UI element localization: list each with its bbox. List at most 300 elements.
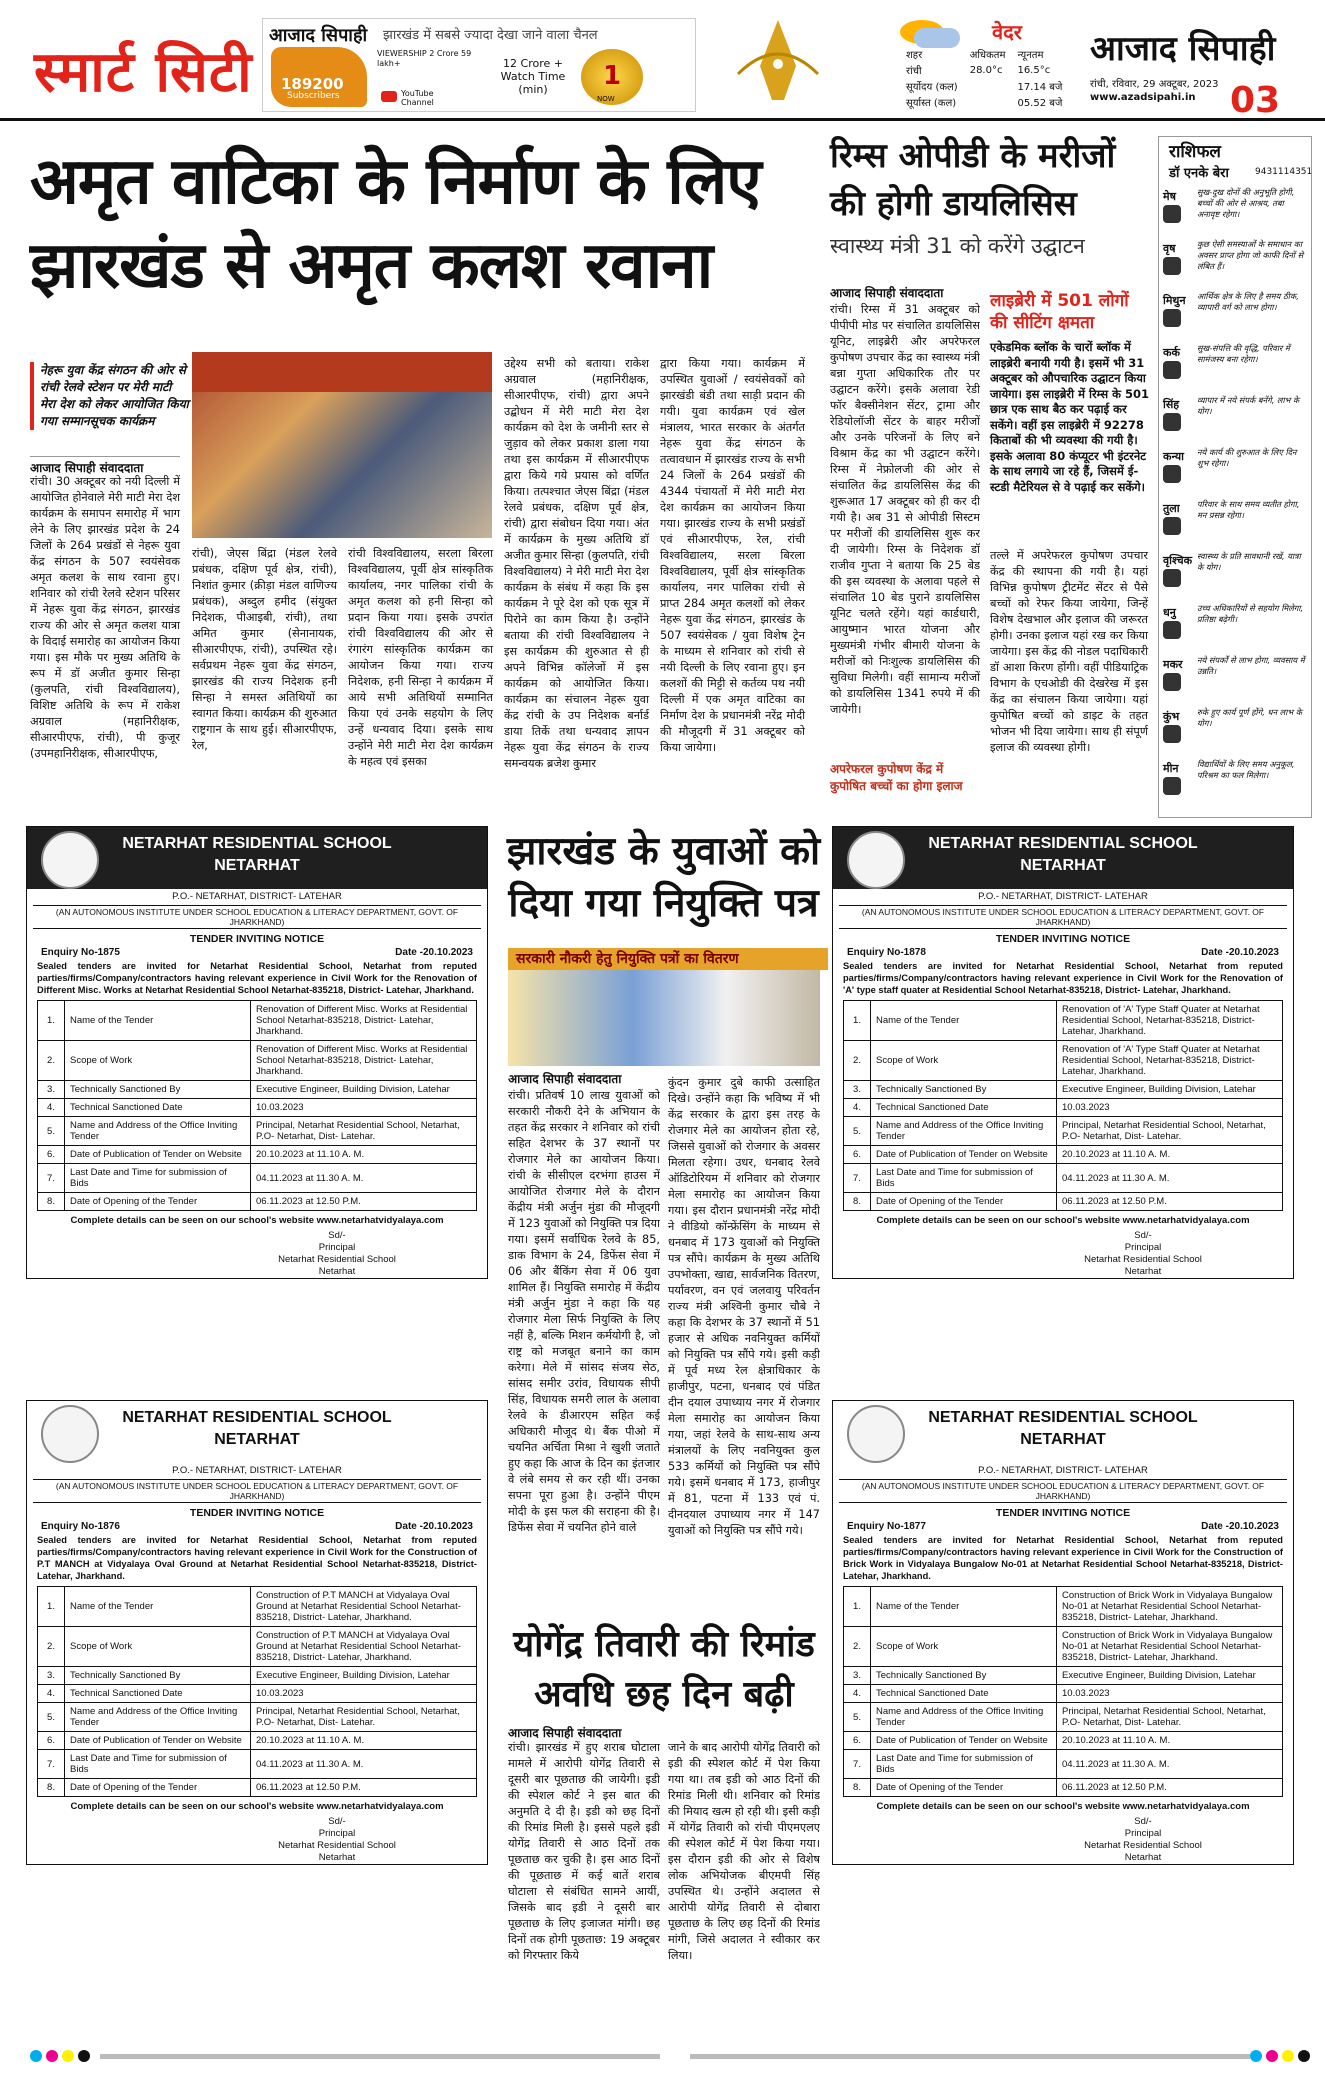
zodiac-icon: [1163, 569, 1181, 587]
row-label: Last Date and Time for submission of Bids: [871, 1164, 1057, 1193]
rims-story-head: [830, 132, 1148, 260]
row-label: Technical Sanctioned Date: [65, 1099, 251, 1117]
lead-photo: [192, 352, 492, 538]
row-number: 4.: [844, 1099, 871, 1117]
row-label: Scope of Work: [871, 1627, 1057, 1667]
tender-row: [38, 1732, 477, 1750]
tender-table: [37, 1000, 477, 1211]
notice-autonomous: (AN AUTONOMOUS INSTITUTE UNDER SCHOOL EDUCATION & LITERACY DEPARTMENT, GOVT. OF JHARKHAND): [839, 905, 1287, 929]
row-label: Date of Publication of Tender on Website: [871, 1146, 1057, 1164]
row-label: Technically Sanctioned By: [65, 1667, 251, 1685]
rims-subheading: अपरेफरल कुपोषण केंद्र में कुपोषित बच्चों का होगा इलाज: [830, 762, 963, 793]
row-number: 3.: [844, 1667, 871, 1685]
notice-title: TENDER INVITING NOTICE: [189, 933, 325, 945]
row-number: 6.: [38, 1732, 65, 1750]
row-value: 20.10.2023 at 11.10 A. M.: [1057, 1146, 1283, 1164]
rashi-item: [1163, 187, 1309, 235]
weather-max: 28.0°c: [969, 64, 1003, 76]
rashi-text: नये संपर्कों से लाभ होगा, व्यवसाय में उन्नति।: [1197, 655, 1305, 676]
pen-nib-logo-icon: [718, 14, 838, 110]
notice-autonomous: (AN AUTONOMOUS INSTITUTE UNDER SCHOOL EDUCATION & LITERACY DEPARTMENT, GOVT. OF JHARKHAND): [33, 905, 481, 929]
tender-row: [844, 1779, 1283, 1797]
number-one-badge-icon: 1: [581, 49, 643, 105]
tender-row: [38, 1099, 477, 1117]
website-link[interactable]: www.azadsipahi.in: [1090, 92, 1196, 103]
row-value: 04.11.2023 at 11.30 A. M.: [1057, 1164, 1283, 1193]
tender-row: [844, 1099, 1283, 1117]
row-number: 7.: [38, 1164, 65, 1193]
tender-table: [843, 1000, 1283, 1211]
weather-title: वेदर: [992, 20, 1022, 44]
zodiac-icon: [1163, 517, 1181, 535]
notice-signature: [187, 1230, 487, 1278]
sig-line: Netarhat Residential School: [1084, 1840, 1202, 1851]
rashi-text: कुछ ऐसी समस्याओं के समाधान का अवसर प्राप्त होगा जो काफी दिनों से लंबित हैं।: [1197, 239, 1304, 271]
tender-row: [844, 1587, 1283, 1627]
row-value: 04.11.2023 at 11.30 A. M.: [1057, 1750, 1283, 1779]
row-value: Principal, Netarhat Residential School, Netarhat, P.O- Netarhat, Dist- Latehar.: [251, 1117, 477, 1146]
tender-notice: [832, 1400, 1294, 1865]
tender-notice: [26, 826, 488, 1279]
weather-header: अधिकतम: [969, 50, 1006, 61]
row-label: Last Date and Time for submission of Bids: [871, 1750, 1057, 1779]
sig-line: Netarhat: [1124, 1852, 1162, 1863]
channel-promo: [262, 18, 696, 112]
lead-byline: आजाद सिपाही संवाददाता: [30, 456, 180, 476]
sig-line: Principal: [1124, 1242, 1162, 1253]
tender-row: [38, 1779, 477, 1797]
zodiac-icon: [1163, 725, 1181, 743]
tender-row: [38, 1685, 477, 1703]
row-label: Technically Sanctioned By: [65, 1081, 251, 1099]
rashi-name: तुला: [1163, 502, 1180, 515]
tender-row: [844, 1703, 1283, 1732]
notice-title: TENDER INVITING NOTICE: [995, 1507, 1131, 1519]
tender-row: [38, 1703, 477, 1732]
tender-table: [37, 1586, 477, 1797]
school-name: NETARHAT RESIDENTIAL SCHOOL: [928, 835, 1198, 852]
rims-subhead: स्वास्थ्य मंत्री 31 को करेंगे उद्घाटन: [830, 234, 1085, 258]
notice-header: [27, 827, 487, 889]
zodiac-icon: [1163, 413, 1181, 431]
weather-box: [900, 18, 1085, 114]
row-value: Construction of P.T MANCH at Vidyalaya Oval Ground at Netarhat Residential School Netarhat-835218, District- Latehar, Jharkhand.: [251, 1627, 477, 1667]
notice-address: P.O.- NETARHAT, DISTRICT- LATEHAR: [978, 891, 1148, 902]
row-number: 2.: [38, 1627, 65, 1667]
lead-headline: अमृत वाटिका के निर्माण के लिए झारखंड से अमृत कलश रवाना: [30, 145, 761, 303]
yellow-dot-icon: [62, 2050, 74, 2062]
tender-row: [844, 1627, 1283, 1667]
row-value: Construction of P.T MANCH at Vidyalaya Oval Ground at Netarhat Residential School Netarhat-835218, District- Latehar, Jharkhand.: [251, 1587, 477, 1627]
row-number: 6.: [38, 1146, 65, 1164]
row-value: Executive Engineer, Building Division, Latehar: [1057, 1081, 1283, 1099]
tender-row: [844, 1117, 1283, 1146]
row-value: Executive Engineer, Building Division, Latehar: [1057, 1667, 1283, 1685]
dateline: रांची, रविवार, 29 अक्टूबर, 2023: [1090, 79, 1219, 90]
magenta-dot-icon: [1266, 2050, 1278, 2062]
row-number: 4.: [38, 1099, 65, 1117]
footer-color-bar: [0, 2038, 1325, 2078]
notice-date: Date -20.10.2023: [1201, 1521, 1279, 1532]
tender-row: [38, 1750, 477, 1779]
rashi-name: मेष: [1163, 190, 1176, 203]
rashi-name: धनु: [1163, 606, 1176, 619]
row-value: 06.11.2023 at 12.50 P.M.: [1057, 1779, 1283, 1797]
newspaper-name: आजाद सिपाही: [1090, 29, 1276, 69]
rashi-item: [1163, 759, 1309, 807]
watch-time: 12 Crore + Watch Time (min): [500, 57, 566, 96]
row-number: 1.: [38, 1001, 65, 1041]
rashifal-box: [1158, 136, 1312, 818]
rashifal-title: राशिफल: [1169, 142, 1221, 162]
subscriber-label: Subscribers: [287, 91, 340, 101]
lead-teaser: नेहरू युवा केंद्र संगठन की ओर से रांची रेलवे स्टेशन पर मेरी माटी मेरा देश को लेकर आयोजित किया गया सम्मानसूचक कार्यक्रम: [30, 362, 190, 430]
row-label: Last Date and Time for submission of Bids: [65, 1164, 251, 1193]
weather-city: रांची: [906, 66, 922, 77]
row-label: Date of Publication of Tender on Website: [65, 1146, 251, 1164]
yogendra-byline: आजाद सिपाही संवाददाता: [508, 1726, 622, 1740]
rashi-item: [1163, 499, 1309, 547]
notice-signature: [993, 1816, 1293, 1864]
school-place: NETARHAT: [214, 1431, 300, 1448]
row-number: 6.: [844, 1732, 871, 1750]
row-number: 5.: [38, 1117, 65, 1146]
row-label: Technical Sanctioned Date: [65, 1685, 251, 1703]
row-label: Scope of Work: [65, 1041, 251, 1081]
youtube-icon: [381, 91, 397, 102]
enquiry-number: Enquiry No-1875: [41, 947, 120, 958]
row-label: Date of Opening of the Tender: [65, 1193, 251, 1211]
rashi-item: [1163, 447, 1309, 495]
sig-line: Netarhat Residential School: [278, 1840, 396, 1851]
rashi-name: कर्क: [1163, 346, 1180, 359]
sig-line: Principal: [318, 1242, 356, 1253]
row-value: 04.11.2023 at 11.30 A. M.: [251, 1750, 477, 1779]
row-value: Renovation of 'A' Type Staff Quater at Netarhat Residential School, Netarhat-835218, District- Latehar, Jharkhand.: [1057, 1041, 1283, 1081]
row-number: 8.: [38, 1779, 65, 1797]
row-value: 06.11.2023 at 12.50 P.M.: [1057, 1193, 1283, 1211]
row-label: Technical Sanctioned Date: [871, 1685, 1057, 1703]
astrologer-phone: 9431114351: [1255, 167, 1313, 177]
library-box-text: एकेडमिक ब्लॉक के चारों ब्लॉक में लाइब्रेरी बनायी गयी है। इसमें भी 31 अक्टूबर को औपचारिक उद्घाटन किया जायेगा। इस लाइब्रेरी में रिम्स के 501 छात्र एक साथ बैठ कर पढ़ाई कर सकेंगे। वहीं इस लाइब्रेरी में 92278 किताबों की भी व्यवस्था की गयी है। इसके अलावा 80 कंप्यूटर भी इंटरनेट के साथ लगाये जा रहे हैं, जिसमें ई-स्टडी मैटेरियल से वे पढ़ाई कर सकेंगे।: [990, 340, 1150, 494]
tender-row: [38, 1146, 477, 1164]
rashi-text: आर्थिक क्षेत्र के लिए है समय ठीक, व्यापारी वर्ग को लाभ होगा।: [1197, 291, 1299, 312]
rashi-item: [1163, 707, 1309, 755]
sig-line: Netarhat Residential School: [1084, 1254, 1202, 1265]
sig-line: Principal: [318, 1828, 356, 1839]
yuva-column: कुंदन कुमार दुबे काफी उत्साहित दिखे। उन्होंने कहा कि भविष्य में भी केंद्र सरकार के द्वारा इस तरह के रोजगार मेले का आयोजन होता रहे, जिससे युवाओं को रोजगार के अवसर मिलता रहेगा। उधर, धनबाद रेलवे ऑडिटोरियम में शनिवार को रोजगार मेला समारोह का आयोजन किया गया। इस दौरान प्रधानमंत्री नरेंद्र मोदी ने वीडियो कॉन्फ्रेंसिंग के माध्यम से धनबाद में 173 युवाओं को नियुक्ति पत्र सौंपे। कार्यक्रम के मुख्य अतिथि उपभोक्ता, खाद्य, सार्वजनिक वितरण, पर्यावरण, वन एवं जलवायु परिवर्तन राज्य मंत्री अश्विनी कुमार चौबे ने कहा कि देशभर के 37 स्थानों में 51 हजार से अधिक नवनियुक्त कर्मियों को नियुक्ति पत्र सौंपे गये। इसी कड़ी में पूर्व मध्य रेल क्षेत्राधिकार के हाजीपुर, पटना, धनबाद एवं पंडित दीन दयाल उपाध्याय नगर में रोजगार मेला समारोह का आयोजन किया गया, जहां रेलवे के साथ-साथ अन्य मंत्रालयों के लिए नवनियुक्त कुल 533 कर्मियों को नियुक्ति पत्र सौंपे गये। इसमें धनबाद में 173, हाजीपुर में 81, पटना में 133 एवं पं. दीनदयाल उपाध्याय नगर में 147 युवाओं को नियुक्ति पत्र सौंपे गये।: [668, 1076, 820, 1537]
yogendra-column: जाने के बाद आरोपी योगेंद्र तिवारी को इडी की स्पेशल कोर्ट में पेश किया गया था। तब इडी को आठ दिनों की रिमांड मिली थी। शनिवार को रिमांड की मियाद खत्म हो रही थी। इसी कड़ी में योगेंद्र तिवारी को रांची पीएमएलए की स्पेशल कोर्ट में पेश किया गया। इस दौरान इडी की ओर से विशेष लोक अभियोजक बीएमपी सिंह उपस्थित थे। उन्होंने अदालत से आरोपी योगेंद्र तिवारी से दोबारा पूछताछ के लिए छह दिनों की रिमांड मांगी, जिसे अदालत ने स्वीकार कर लिया।: [668, 1741, 820, 1962]
weather-header: न्यूनतम: [1017, 50, 1044, 61]
zodiac-icon: [1163, 309, 1181, 327]
rashi-text: परिवार के साथ समय व्यतीत होगा, मन प्रसन्न रहेगा।: [1197, 499, 1300, 520]
row-number: 2.: [38, 1041, 65, 1081]
row-value: Principal, Netarhat Residential School, Netarhat, P.O- Netarhat, Dist- Latehar.: [1057, 1117, 1283, 1146]
row-value: 06.11.2023 at 12.50 P.M.: [251, 1193, 477, 1211]
tender-notice: [832, 826, 1294, 1279]
row-value: 20.10.2023 at 11.10 A. M.: [1057, 1732, 1283, 1750]
row-number: 1.: [844, 1587, 871, 1627]
tender-row: [844, 1193, 1283, 1211]
notice-date: Date -20.10.2023: [395, 1521, 473, 1532]
rashi-name: वृश्चिक: [1163, 554, 1193, 567]
row-number: 7.: [38, 1750, 65, 1779]
tender-row: [844, 1164, 1283, 1193]
rims-column: तल्ले में अपरेफरल कुपोषण उपचार केंद्र की स्थापना की गयी है। यहां विभिन्न कुपोषण ट्रीटमेंट सेंटर से पैसे बच्चों को रेफर किया जायेगा, जिन्हें विशेष देखभाल और इलाज की जरूरत होगी। उनका इलाज यहां रख कर किया जायेगा। इस केंद्र की नोडल पदाधिकारी डॉ आशा किरण होंगी। वहीं पीडियाट्रिक विभाग के एचओडी की देखरेख में इस केंद्र का संचालन किया जायेगा। यहां कुपोषित बच्चों को डाइट के तहत भोजन भी दिया जायेगा। साथ ही संपूर्ण इलाज की व्यवस्था होगी।: [990, 549, 1148, 754]
masthead: [0, 0, 1325, 121]
yogendra-column: रांची। झारखंड में हुए शराब घोटाला मामले में आरोपी योगेंद्र तिवारी से दूसरी बार पूछताछ की जायेगी। इडी की स्पेशल कोर्ट ने इस बात की अनुमति दे दी है। इडी को छह दिनों की रिमांड मिली है। इससे पहले इडी योगेंद्र तिवारी से आठ दिनों तक पूछताछ कर चुकी है। इस आठ दिनों की पूछताछ में कई बातें शराब घोटाला से संबंधित सामने आयीं, जिसके बाद इडी ने दूसरी बार पूछताछ के लिए इजाजत मांगी। छह दिनों तक होगी पूछताछ: 19 अक्टूबर को गिरफ्तार किये: [508, 1741, 660, 1962]
row-label: Date of Opening of the Tender: [871, 1779, 1057, 1797]
enquiry-number: Enquiry No-1876: [41, 1521, 120, 1532]
row-label: Name and Address of the Office Inviting Tender: [65, 1117, 251, 1146]
sig-line: Sd/-: [1134, 1230, 1152, 1241]
tender-row: [844, 1081, 1283, 1099]
rashi-text: विद्यार्थियों के लिए समय अनुकूल, परिश्रम का फल मिलेगा।: [1197, 759, 1295, 780]
notice-autonomous: (AN AUTONOMOUS INSTITUTE UNDER SCHOOL EDUCATION & LITERACY DEPARTMENT, GOVT. OF JHARKHAND): [839, 1479, 1287, 1503]
rashi-item: [1163, 551, 1309, 599]
cyan-dot-icon: [1250, 2050, 1262, 2062]
notice-title: TENDER INVITING NOTICE: [189, 1507, 325, 1519]
rashi-name: मीन: [1163, 762, 1179, 775]
notice-autonomous: (AN AUTONOMOUS INSTITUTE UNDER SCHOOL EDUCATION & LITERACY DEPARTMENT, GOVT. OF JHARKHAND): [33, 1479, 481, 1503]
row-value: Construction of Brick Work in Vidyalaya Bungalow No-01 at Netarhat Residential School Netarhat-835218, District- Latehar, Jharkhand.: [1057, 1627, 1283, 1667]
zodiac-icon: [1163, 465, 1181, 483]
notice-date: Date -20.10.2023: [1201, 947, 1279, 958]
sunrise-time: 17.14 बजे: [1017, 82, 1063, 93]
sig-line: Netarhat: [318, 1852, 356, 1863]
row-label: Technically Sanctioned By: [871, 1081, 1057, 1099]
rashi-text: रुके हुए कार्य पूर्ण होंगे, धन लाभ के योग।: [1197, 707, 1302, 728]
row-label: Date of Publication of Tender on Website: [871, 1732, 1057, 1750]
rashi-item: [1163, 603, 1309, 651]
rashi-item: [1163, 395, 1309, 443]
notice-intro: Sealed tenders are invited for Netarhat Residential School, Netarhat from reputed parties/firms/Company/contractors having relevant experience in Civil Work for the Construction of Brick Work in Vidyalaya Bungalow No-01 at Netarhat Residential School Netarhat-835218, District- Latehar, Jharkhand.: [843, 1535, 1283, 1581]
row-value: Principal, Netarhat Residential School, Netarhat, P.O- Netarhat, Dist- Latehar.: [251, 1703, 477, 1732]
school-emblem-icon: [41, 831, 99, 889]
rashi-item: [1163, 343, 1309, 391]
row-number: 2.: [844, 1627, 871, 1667]
row-value: 20.10.2023 at 11.10 A. M.: [251, 1146, 477, 1164]
rashi-name: मिथुन: [1163, 294, 1186, 307]
notice-header: [833, 1401, 1293, 1463]
tender-row: [844, 1041, 1283, 1081]
lead-column: रांची), जेएस बिंद्रा (मंडल रेलवे प्रबंधक, दक्षिण पूर्व क्षेत्र, रांची), निशांत कुमार (क्रीड़ा मंडल वाणिज्य प्रबंधक), अब्दुल हमीद (संयुक्त निदेशक, पीआइबी, रांची), तथा अमित कुमार (सेनानायक, सीआरपीएफ, रांची), उपस्थित रहे। सर्वप्रथम नेहरू युवा केंद्र संगठन, झारखंड की राज्य निदेशक हनी सिन्हा ने समस्त अतिथियों का स्वागत किया। कार्यक्रम की शुरुआत राष्ट्रगान के साथ हुई। सीआरपीएफ, रेल,: [192, 547, 337, 752]
rashi-name: कन्या: [1163, 450, 1184, 463]
yuva-photo-banner: सरकारी नौकरी हेतु नियुक्ति पत्रों का वितरण: [508, 948, 828, 970]
notice-footer[interactable]: Complete details can be seen on our school's website www.netarhatvidyalaya.com: [876, 1801, 1250, 1812]
notice-header: [27, 1401, 487, 1463]
tender-row: [38, 1164, 477, 1193]
weather-table: [900, 46, 1068, 110]
school-emblem-icon: [847, 1405, 905, 1463]
tender-row: [844, 1685, 1283, 1703]
row-number: 8.: [844, 1193, 871, 1211]
sig-line: Sd/-: [328, 1816, 346, 1827]
cloud-icon: [914, 28, 960, 48]
rashi-text: नये कार्य की शुरुआत के लिए दिन शुभ रहेगा।: [1197, 447, 1297, 468]
viewership-text: VIEWERSHIP 2 Crore 59 lakh+: [377, 49, 472, 68]
tender-row: [38, 1041, 477, 1081]
notice-enquiry-row: [833, 1519, 1293, 1534]
yuva-headline: झारखंड के युवाओं को दिया गया नियुक्ति पत्र: [506, 829, 821, 926]
tender-row: [38, 1627, 477, 1667]
weather-min: 16.5°c: [1017, 64, 1051, 76]
row-value: 10.03.2023: [251, 1685, 477, 1703]
row-number: 7.: [844, 1750, 871, 1779]
badge-now: NOW: [597, 95, 615, 103]
magenta-dot-icon: [46, 2050, 58, 2062]
notice-footer[interactable]: Complete details can be seen on our school's website www.netarhatvidyalaya.com: [70, 1215, 444, 1226]
sunset-label: सूर्यास्त (कल): [906, 98, 957, 109]
section-brand: स्मार्ट सिटी: [34, 40, 253, 105]
tender-row: [38, 1667, 477, 1685]
zodiac-icon: [1163, 673, 1181, 691]
row-number: 8.: [844, 1779, 871, 1797]
rashi-text: सुख-दुख दोनों की अनुभूति होगी, बच्चों की ओर से आश्रय, तबा अनावृष्ट रहेगा।: [1197, 187, 1295, 219]
notice-enquiry-row: [833, 945, 1293, 960]
row-number: 4.: [844, 1685, 871, 1703]
sig-line: Netarhat Residential School: [278, 1254, 396, 1265]
row-value: 20.10.2023 at 11.10 A. M.: [251, 1732, 477, 1750]
school-emblem-icon: [847, 831, 905, 889]
school-place: NETARHAT: [1020, 1431, 1106, 1448]
footer-rule: [690, 2054, 1250, 2059]
promo-tagline: झारखंड में सबसे ज्यादा देखा जाने वाला चैनल: [383, 28, 598, 43]
notice-intro: Sealed tenders are invited for Netarhat Residential School, Netarhat from reputed parties/firms/Company/contractors having relevant experience in Civil Work for the Renovation of 'A' type staff quater at Residential School Netarhat-835218, District- Latehar, Jharkhand.: [843, 961, 1283, 995]
sig-line: Sd/-: [1134, 1816, 1152, 1827]
row-label: Name and Address of the Office Inviting Tender: [871, 1703, 1057, 1732]
row-value: Renovation of 'A' Type Staff Quater at Netarhat Residential School, Netarhat-835218, District- Latehar, Jharkhand.: [1057, 1001, 1283, 1041]
notice-header: [833, 827, 1293, 889]
rashi-text: सुख-संपत्ति की वृद्धि, परिवार में सामंजस्य बना रहेगा।: [1197, 343, 1290, 364]
row-number: 5.: [844, 1117, 871, 1146]
row-number: 1.: [38, 1587, 65, 1627]
rashi-item: [1163, 239, 1309, 287]
school-place: NETARHAT: [1020, 857, 1106, 874]
notice-signature: [993, 1230, 1293, 1278]
rashi-text: उच्च अधिकारियों से सहयोग मिलेगा, प्रतिष्ठा बढ़ेगी।: [1197, 603, 1304, 624]
rims-column: रांची। रिम्स में 31 अक्टूबर को पीपीपी मोड पर संचालित डायलिसिस यूनिट, लाइब्रेरी और अपरेफरल कुपोषण उपचार केंद्र का स्वास्थ्य मंत्री बन्ना गुप्ता अधिकारिक तौर पर उद्घाटन करेंगे। इसके अलावा रेडी फॉर बैक्सीनेशन सेंटर, ट्रामा और रेडियोलॉजी सेंटर के बाहर मरीजों और उनके परिजनों के लिए बने विश्राम केंद्र का भी उद्घाटन करेंगे। रिम्स में नेफ्रोलजी की ओर से संचालित केंद्र डायलिसिस केंद्र की शुरूआत 17 अक्टूबर को ही कर दी गयी है। अब 31 से ओपीडी सिस्टम पर मरीजों की डायलिसिस शुरू कर दी जायेगी। रिम्स के निदेशक डॉ राजीव गुप्ता ने बताया कि 25 बेड की इस व्यवस्था के अलावा पहले से संचालित 10 बेड पुराने डायलिसिस यूनिट चलते रहेंगे। यहां कार्डधारी, आयुष्मान भारत योजना और मुख्यमंत्री गंभीर बीमारी योजना के मरीजों को निःशुल्क डायलिसिस की सुविधा मिलेगी। वहीं सामान्य मरीजों को डायलिसिस 1341 रुपये में की जायेगी।: [830, 303, 980, 716]
row-value: 10.03.2023: [1057, 1685, 1283, 1703]
row-value: Construction of Brick Work in Vidyalaya Bungalow No-01 at Netarhat Residential School Netarhat-835218, District- Latehar, Jharkhand.: [1057, 1587, 1283, 1627]
tender-row: [38, 1117, 477, 1146]
row-label: Date of Opening of the Tender: [871, 1193, 1057, 1211]
row-value: Principal, Netarhat Residential School, Netarhat, P.O- Netarhat, Dist- Latehar.: [1057, 1703, 1283, 1732]
yogendra-headline: योगेंद्र तिवारी की रिमांड अवधि छह दिन बढ़ी: [513, 1624, 815, 1715]
sig-line: Principal: [1124, 1828, 1162, 1839]
tender-row: [844, 1001, 1283, 1041]
subscriber-count: 189200: [281, 75, 344, 93]
page-number: 03: [1230, 80, 1281, 121]
notice-date: Date -20.10.2023: [395, 947, 473, 958]
tender-row: [844, 1732, 1283, 1750]
notice-signature: [187, 1816, 487, 1864]
sunrise-label: सूर्योदय (कल): [906, 82, 958, 93]
row-label: Date of Publication of Tender on Website: [65, 1732, 251, 1750]
rashi-item: [1163, 655, 1309, 703]
row-value: 10.03.2023: [1057, 1099, 1283, 1117]
row-label: Name of the Tender: [871, 1001, 1057, 1041]
sunset-time: 05.52 बजे: [1017, 98, 1063, 109]
row-value: Renovation of Different Misc. Works at Residential School Netarhat-835218, District- Latehar, Jharkhand.: [251, 1041, 477, 1081]
notice-footer[interactable]: Complete details can be seen on our school's website www.netarhatvidyalaya.com: [70, 1801, 444, 1812]
rashi-item: [1163, 291, 1309, 339]
row-value: Executive Engineer, Building Division, Latehar: [251, 1667, 477, 1685]
lead-column: रांची। 30 अक्टूबर को नयी दिल्ली में आयोजित होनेवाले मेरी माटी मेरा देश कार्यक्रम के समापन समारोह में भाग लेने के लिए झारखंड प्रदेश के 24 जिलों के 264 प्रखंडों से नेहरू युवा केंद्र संगठन के 507 स्वयंसेवक अमृत कलश के साथ रवाना हुए। शनिवार को रांची रेलवे स्टेशन परिसर में नेहरू युवा केंद्र संगठन, झारखंड राज्य की ओर से अमृत कलश यात्रा के विदाई समारोह का आयोजन किया गया। इस मौके पर मुख्य अतिथि के रूप में डॉ अजीत कुमार सिन्हा (कुलपति, रांची विश्वविद्यालय), विशिष्ट अतिथि के रूप में राकेश अग्रवाल (महानिरीक्षक, सीआरपीएफ, रांची), पी कुजूर (उपमहानिरीक्षक, सीआरपीएफ,: [30, 475, 180, 760]
library-box-headline: लाइब्रेरी में 501 लोगों की सीटिंग क्षमता: [990, 291, 1129, 333]
tender-row: [844, 1146, 1283, 1164]
notice-address: P.O.- NETARHAT, DISTRICT- LATEHAR: [172, 891, 342, 902]
row-label: Name of the Tender: [65, 1001, 251, 1041]
notice-address: P.O.- NETARHAT, DISTRICT- LATEHAR: [172, 1465, 342, 1476]
tender-notice: [26, 1400, 488, 1865]
school-name: NETARHAT RESIDENTIAL SCHOOL: [928, 1409, 1198, 1426]
photo-banner: [192, 352, 492, 392]
yellow-dot-icon: [1282, 2050, 1294, 2062]
row-number: 3.: [38, 1081, 65, 1099]
notice-intro: Sealed tenders are invited for Netarhat Residential School, Netarhat from reputed parties/firms/Company/contractors having relevant experience in Civil Work for the Construction of P.T MANCH at Vidyalaya Oval Ground at Netarhat Residential School Netarhat-835218, District- Latehar, Jharkhand.: [37, 1535, 477, 1581]
notice-enquiry-row: [27, 945, 487, 960]
tender-row: [844, 1750, 1283, 1779]
row-label: Scope of Work: [65, 1627, 251, 1667]
notice-footer[interactable]: Complete details can be seen on our school's website www.netarhatvidyalaya.com: [876, 1215, 1250, 1226]
tender-table: [843, 1586, 1283, 1797]
row-number: 8.: [38, 1193, 65, 1211]
rashi-name: वृष: [1163, 242, 1176, 255]
zodiac-icon: [1163, 205, 1181, 223]
rashi-text: व्यापार में नये संपर्क बनेंगे, लाभ के योग।: [1197, 395, 1300, 416]
row-label: Technical Sanctioned Date: [871, 1099, 1057, 1117]
rashi-name: मकर: [1163, 658, 1183, 671]
row-number: 5.: [844, 1703, 871, 1732]
lead-column: द्वारा किया गया। कार्यक्रम में उपस्थित युवाओं / स्वयंसेवकों को झारखंडी बंडी तथा साड़ी प्रदान की गयी। युवा कार्यक्रम एवं खेल मंत्रालय, भारत सरकार के अंतर्गत नेहरू युवा केंद्र संगठन के तत्वावधान में झारखंड राज्य के सभी 24 जिलों के 264 प्रखंडों की 4344 पंचायतों में मेरी माटी मेरा देश कार्यक्रम का आयोजन किया गया। झारखंड राज्य के सभी प्रखंडों एवं सीआरपीएफ, रेल, रांची विश्वविद्यालय, सरला बिरला विश्वविद्यालय, पूर्वी क्षेत्र सांस्कृतिक कार्यालय, नगर पालिका रांची से प्राप्त 284 अमृत कलशों को लेकर नेहरू युवा केंद्र संगठन, झारखंड के 507 स्वयंसेवक / युवा विशेष ट्रेन के माध्यम से शनिवार को रांची से नयी दिल्ली के लिए रवाना हुए। इन कलशों की मिट्टी से कर्तव्य पथ नयी दिल्ली में एक अमृत वाटिका का निर्माण देश के प्रधानमंत्री नरेंद्र मोदी की मौजूदगी में 31 अक्टूबर को किया जायेगा।: [660, 357, 805, 754]
row-value: 04.11.2023 at 11.30 A. M.: [251, 1164, 477, 1193]
lead-column: रांची विश्वविद्यालय, सरला बिरला विश्वविद्यालय, पूर्वी क्षेत्र सांस्कृतिक कार्यालय, नगर पालिका रांची के अमृत कलश को हनी सिन्हा को प्रदान किया गया। इसके उपरांत रांची विश्वविद्यालय की ओर से रंगारंग सांस्कृतिक कार्यक्रम का आयोजन किया गया। राज्य निदेशक, हनी सिन्हा ने कार्यक्रम में आये सभी अतिथियों सम्मानित किया एवं उनके सहयोग के लिए उन्हें धन्यवाद दिया। इसके साथ उन्होंने मेरी माटी मेरा देश कार्यक्रम के महत्व एवं इसका: [348, 547, 493, 768]
tender-row: [38, 1001, 477, 1041]
row-number: 5.: [38, 1703, 65, 1732]
rashi-name: सिंह: [1163, 398, 1180, 411]
youtube-label: YouTube Channel: [401, 89, 434, 107]
row-label: Technically Sanctioned By: [871, 1667, 1057, 1685]
school-name: NETARHAT RESIDENTIAL SCHOOL: [122, 1409, 392, 1426]
zodiac-icon: [1163, 361, 1181, 379]
tender-row: [38, 1193, 477, 1211]
school-place: NETARHAT: [214, 857, 300, 874]
row-number: 7.: [844, 1164, 871, 1193]
sig-line: Sd/-: [328, 1230, 346, 1241]
row-label: Name of the Tender: [871, 1587, 1057, 1627]
lead-column: उद्देश्य सभी को बताया। राकेश अग्रवाल (महानिरीक्षक, सीआरपीएफ, रांची) द्वारा अपने उद्बोधन में मेरी माटी मेरा देश कार्यक्रम को देश के जमीनी स्तर से जुड़ाव को लेकर प्रकाश डाला गया तथा इस कार्यक्रम में सीआरपीएफ द्वारा किये गये प्रयास को वर्णित किया। तत्पश्चात जेएस बिंद्रा (मंडल रेलवे प्रबंधक, दक्षिण पूर्व क्षेत्र, रांची) द्वारा संबोधन दिया गया। अंत में कार्यक्रम के मुख्य अतिथि डॉ अजीत कुमार सिन्हा (कुलपति, रांची विश्वविद्यालय) ने मेरी माटी मेरा देश कार्यक्रम के संबंध में कहा कि इस कार्यक्रम ने पूरे देश को एक सूत्र में पिरोने का काम किया है। उन्होंने बताया की रांची विश्वविद्यालय ने इस कार्यक्रम की शुरुआत से ही अपने विभिन्न कॉलेजों में इस कार्यक्रम को आयोजित किया। कार्यक्रम का संचालन नेहरू युवा केंद्र रांची के उप निदेशक बर्नार्ड डाया तिर्के तथा धन्यवाद ज्ञापन नेहरू युवा केंद्र संगठन के राज्य समन्वयक ब्रजेश कुमार: [504, 357, 649, 770]
astrologer-name: डॉ एनके बेरा: [1169, 166, 1229, 181]
school-emblem-icon: [41, 1405, 99, 1463]
tender-row: [38, 1081, 477, 1099]
row-value: Executive Engineer, Building Division, Latehar: [251, 1081, 477, 1099]
row-label: Name and Address of the Office Inviting Tender: [871, 1117, 1057, 1146]
row-number: 3.: [844, 1081, 871, 1099]
notice-intro: Sealed tenders are invited for Netarhat Residential School, Netarhat from reputed parties/firms/Company/contractors having relevant experience in Civil Work for the Renovation of Different Misc. Works at Netarhat Residential School Netarhat-835218, District- Latehar, Jharkhand.: [37, 961, 477, 995]
enquiry-number: Enquiry No-1877: [847, 1521, 926, 1532]
row-label: Scope of Work: [871, 1041, 1057, 1081]
row-number: 2.: [844, 1041, 871, 1081]
rashi-text: स्वास्थ्य के प्रति सावधानी रखें, यात्रा के योग।: [1197, 551, 1301, 572]
notice-title: TENDER INVITING NOTICE: [995, 933, 1131, 945]
row-label: Last Date and Time for submission of Bids: [65, 1750, 251, 1779]
row-value: 10.03.2023: [251, 1099, 477, 1117]
footer-rule: [100, 2054, 660, 2059]
sig-line: Netarhat: [318, 1266, 356, 1277]
tender-row: [844, 1667, 1283, 1685]
yuva-photo: [508, 948, 820, 1066]
